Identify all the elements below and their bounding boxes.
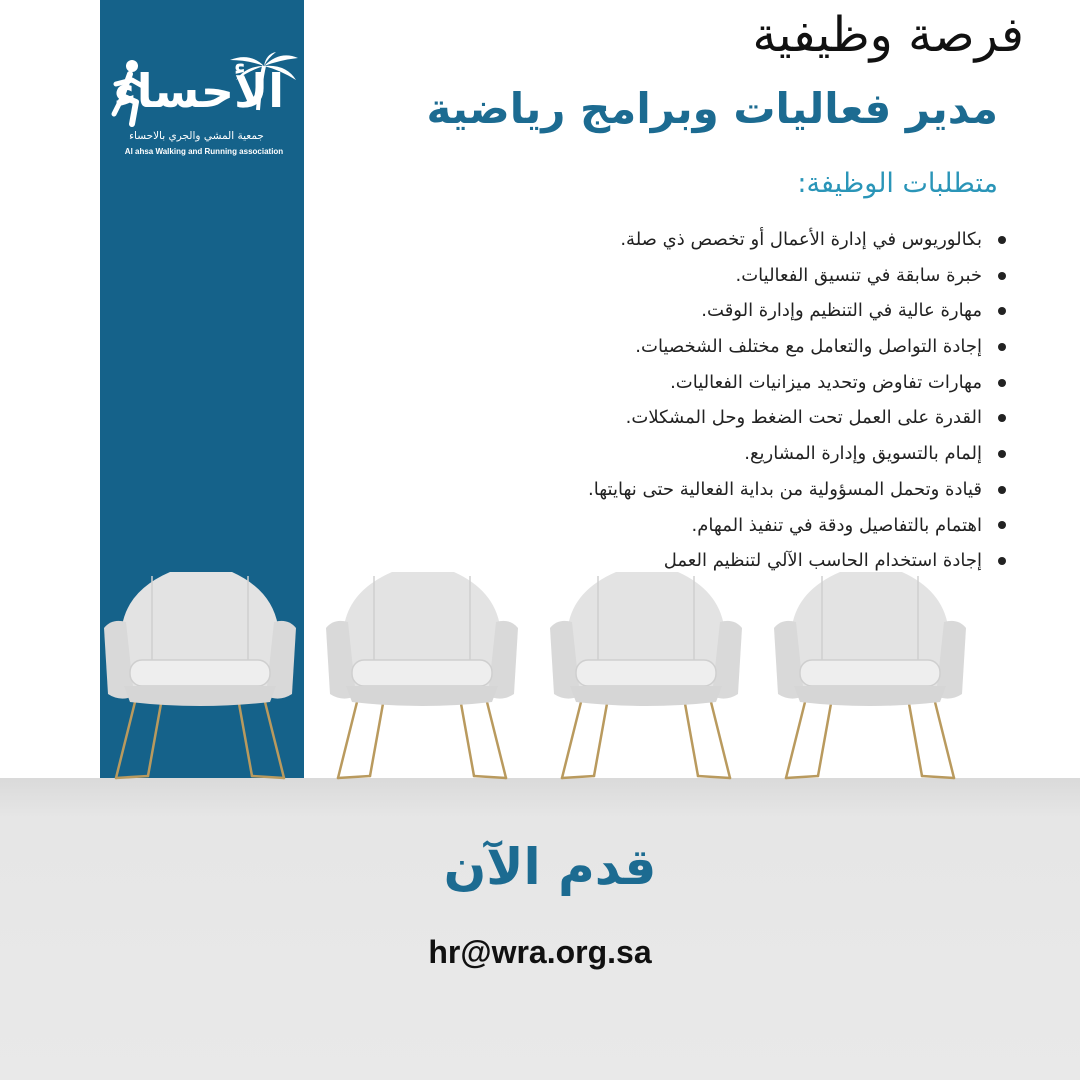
requirement-text: إلمام بالتسويق وإدارة المشاريع. — [744, 443, 982, 465]
requirement-text: قيادة وتحمل المسؤولية من بداية الفعالية حتى نهايتها. — [588, 478, 982, 500]
requirement-item — [588, 472, 1010, 508]
requirement-item — [588, 400, 1010, 436]
requirements-heading: متطلبات الوظيفة: — [797, 168, 998, 199]
requirement-item — [588, 508, 1010, 544]
requirement-text: إجادة استخدام الحاسب الآلي لتنظيم العمل — [663, 550, 982, 572]
bullet-icon — [998, 379, 1006, 387]
requirement-text: خبرة سابقة في تنسيق الفعاليات. — [735, 264, 982, 286]
bullet-icon — [998, 414, 1006, 422]
requirement-item — [588, 329, 1010, 365]
armchair-image — [322, 568, 522, 780]
logo-wordmark: الأحساء — [113, 64, 284, 118]
logo — [104, 48, 300, 168]
requirement-text: القدرة على العمل تحت الضغط وحل المشكلات. — [625, 407, 982, 429]
requirement-item — [588, 293, 1010, 329]
bullet-icon — [998, 557, 1006, 565]
bullet-icon — [998, 272, 1006, 280]
logo-subtitle-english: Al ahsa Walking and Running association — [124, 147, 284, 156]
armchair-image — [546, 568, 746, 780]
requirement-text: بكالوريوس في إدارة الأعمال أو تخصص ذي صلة. — [620, 229, 982, 250]
logo-subtitle-arabic: جمعية المشي والجري بالاحساء — [129, 130, 264, 142]
bullet-icon — [998, 343, 1006, 351]
requirement-item — [588, 258, 1010, 294]
bullet-icon — [998, 236, 1006, 244]
armchair-image — [770, 568, 970, 780]
contact-email[interactable]: hr@wra.org.sa — [428, 934, 652, 970]
requirement-text: مهارات تفاوض وتحديد ميزانيات الفعاليات. — [670, 371, 982, 393]
bullet-icon — [998, 486, 1006, 494]
requirement-text: إجادة التواصل والتعامل مع مختلف الشخصيات. — [635, 336, 982, 358]
requirement-text: مهارة عالية في التنظيم وإدارة الوقت. — [701, 300, 982, 322]
requirement-item — [588, 436, 1010, 472]
floor-section — [0, 778, 1080, 1080]
header-kicker: فرصة وظيفية — [752, 7, 1024, 63]
bullet-icon — [998, 307, 1006, 315]
requirement-item — [588, 222, 1010, 258]
requirement-item — [588, 365, 1010, 401]
bullet-icon — [998, 450, 1006, 458]
job-title: مدير فعاليات وبرامج رياضية — [426, 84, 998, 133]
requirements-list — [588, 222, 1010, 579]
bullet-icon — [998, 521, 1006, 529]
armchair-image — [100, 568, 300, 780]
apply-now-label: قدم الآن — [443, 838, 657, 896]
requirement-text: اهتمام بالتفاصيل ودقة في تنفيذ المهام. — [691, 514, 982, 536]
